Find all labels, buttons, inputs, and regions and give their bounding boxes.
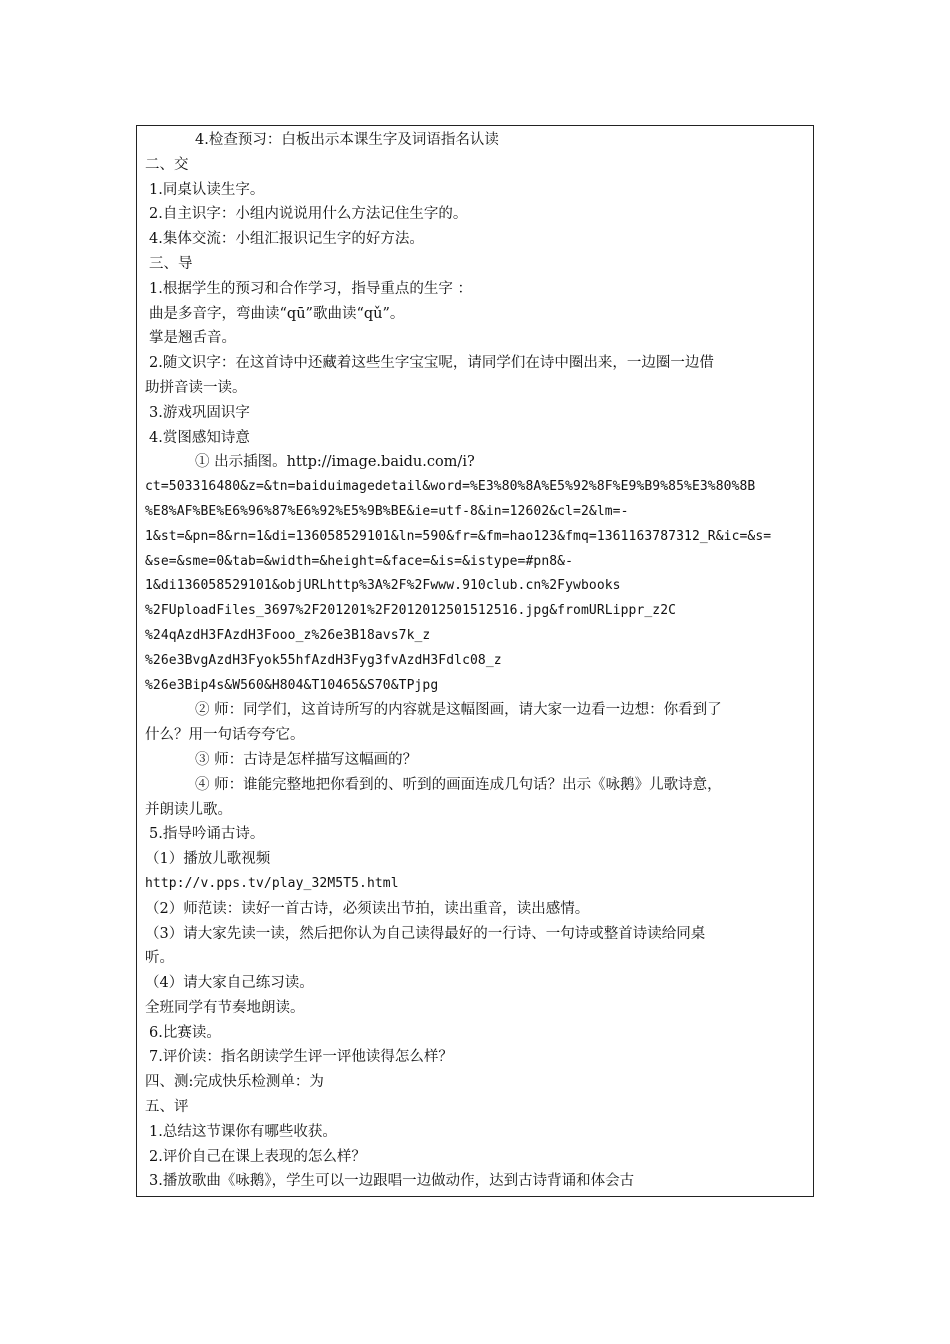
- url-text-line: http://v.pps.tv/play_32M5T5.html: [145, 875, 399, 891]
- text-line: （3）请大家先读一读，然后把你认为自己读得最好的一行诗、一句诗或整首诗读给同桌: [145, 925, 706, 942]
- text-line: 4.赏图感知诗意: [149, 429, 250, 446]
- url-text-line: ct=503316480&z=&tn=baiduimagedetail&word=%E3%80%8A%E5%92%8F%E9%B9%85%E3%80%8B: [145, 479, 756, 495]
- text-line: 5.指导吟诵古诗。: [149, 826, 265, 843]
- text-line: 4.检查预习：白板出示本课生字及词语指名认读: [195, 132, 499, 148]
- text-line: 并朗读儿歌。: [145, 801, 232, 818]
- text-line: 1.总结这节课你有哪些收获。: [149, 1123, 337, 1140]
- text-line: （4）请大家自己练习读。: [145, 975, 314, 992]
- url-text-line: 1&di136058529101&objURLhttp%3A%2F%2Fwww.910club.cn%2Fywbooks: [145, 578, 621, 594]
- text-line: （1）播放儿歌视频: [145, 851, 271, 868]
- text-line: 五、评: [145, 1099, 189, 1116]
- text-line: ① 出示插图。http://image.baidu.com/i?: [195, 454, 475, 471]
- text-line: 掌是翘舌音。: [149, 330, 236, 347]
- url-text-line: %24qAzdH3FAzdH3Fooo_z%26e3B18avs7k_z: [145, 627, 431, 643]
- text-line: 7.评价读：指名朗读学生评一评他读得怎么样？: [149, 1049, 453, 1066]
- text-line: 什么？用一句话夸夸它。: [145, 727, 305, 744]
- text-line: 听。: [145, 950, 174, 967]
- url-text-line: %26e3BvgAzdH3Fyok55hfAzdH3Fyg3fvAzdH3Fdlc08_z: [145, 652, 502, 668]
- lesson-plan-table-cell: [136, 125, 814, 1197]
- text-line: ④ 师：谁能完整地把你看到的、听到的画面连成几句话？出示《咏鹅》儿歌诗意，: [195, 776, 722, 793]
- text-line: 3.播放歌曲《咏鹅》，学生可以一边跟唱一边做动作，达到古诗背诵和体会古: [149, 1173, 635, 1190]
- text-line: 曲是多音字，弯曲读“qū”歌曲读“qǔ”。: [149, 305, 405, 322]
- text-line: 1.同桌认读生字。: [149, 181, 265, 198]
- text-line: 三、导: [149, 255, 193, 272]
- text-line: 2.随文识字：在这首诗中还藏着这些生字宝宝呢，请同学们在诗中圈出来，一边圈一边借: [149, 355, 714, 372]
- lesson-plan-content: [145, 128, 807, 1194]
- text-line: 4.集体交流：小组汇报识记生字的好方法。: [149, 231, 424, 248]
- url-text-line: %26e3Bip4s&W560&H804&T10465&S70&TPjpg: [145, 677, 439, 693]
- url-text-line: %E8%AF%BE%E6%96%87%E6%92%E5%9B%BE&ie=utf-8&in=12602&cl=2&lm=-: [145, 503, 629, 519]
- url-text-line: 1&st=&pn=8&rn=1&di=136058529101&ln=590&fr=&fm=hao123&fmq=1361163787312_R&ic=&s=: [145, 528, 772, 544]
- text-line: 3.游戏巩固识字: [149, 404, 250, 421]
- text-line: 2.自主识字：小组内说说用什么方法记住生字的。: [149, 206, 468, 223]
- text-line: 二、交: [145, 156, 189, 173]
- text-line: 2.评价自己在课上表现的怎么样？: [149, 1148, 366, 1165]
- text-line: 助拼音读一读。: [145, 379, 247, 396]
- text-line: 四、测:完成快乐检测单：为: [145, 1074, 324, 1091]
- text-line: 全班同学有节奏地朗读。: [145, 999, 305, 1016]
- text-line: ③ 师：古诗是怎样描写这幅画的？: [195, 751, 418, 768]
- url-text-line: &se=&sme=0&tab=&width=&height=&face=&is=&istype=#pn8&-: [145, 553, 574, 569]
- text-line: （2）师范读：读好一首古诗，必须读出节拍，读出重音，读出感情。: [145, 900, 590, 917]
- text-line: ② 师：同学们，这首诗所写的内容就是这幅图画，请大家一边看一边想：你看到了: [195, 702, 722, 719]
- text-line: 1.根据学生的预习和合作学习，指导重点的生字 ：: [149, 280, 472, 297]
- text-line: 6.比赛读。: [149, 1024, 221, 1041]
- url-text-line: %2FUploadFiles_3697%2F201201%2F2012012501512516.jpg&fromURLippr_z2C: [145, 603, 677, 619]
